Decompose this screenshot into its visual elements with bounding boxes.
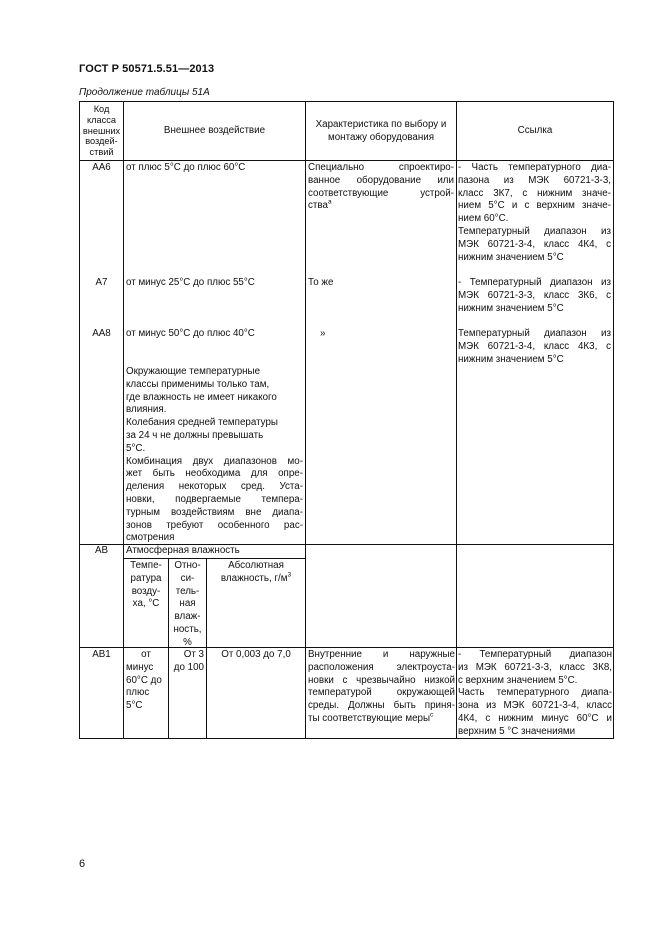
header-reference: Ссылка: [517, 125, 553, 136]
grid-line: [456, 102, 457, 738]
row-a7-reference: - Температурный диапазон из МЭК 60721-3-3, класс 3К6, с нижним значением 5°С: [458, 277, 611, 314]
grid-line: [80, 647, 613, 648]
row-aa6-influence: от плюс 5°С до плюс 60°С: [126, 162, 246, 173]
row-aa6-characteristics: Специально спроектиро- ванное оборудование или соответствующие устрой- ства$^а$: [308, 162, 454, 212]
table-51a: [79, 101, 614, 739]
row-ab1-temperature: от минус 60°С до плюс 5°С: [126, 649, 162, 712]
row-aa6-reference: - Часть температурного диа- пазона из МЭК 60721-3-3, класс 3К7, с нижним значе- нием 5°С и с верхним значе- нием 60°С. Температурный диапазон из МЭК 60721-3-4, класс 4К4, с нижним значением 5°С: [458, 162, 611, 263]
row-aa8-note: Окружающие температурные классы применимы только там, где влажность не имеет никакого влияния. Колебания средней температуры за 24 ч не должны превышать 5°С. Комбинация двух диапазонов мо- жет быть необходима для опре- деления некоторых сред. Уста- новки, подвергаемые темпера- турным воздействиям вне диапа- зонов требуют особенного рас- смотрения: [126, 366, 303, 544]
subheader-absolute-humidity: Абсолютная влажность, $г/м^3$: [220, 560, 292, 584]
row-a7-code: А7: [95, 277, 108, 288]
grid-line: [305, 102, 306, 738]
row-aa8-reference: Температурный диапазон из МЭК 60721-3-4, класс 4К3, с нижним значением 5°С: [458, 328, 611, 365]
header-influence: Внешнее воздействие: [163, 125, 266, 136]
row-a7-characteristics: То же: [308, 277, 334, 288]
subheader-temperature: Темпе- ратура возду- ха, °С: [130, 560, 162, 610]
subheader-relative-humidity: Отно- си- тель- ная влаж- ность, %: [173, 560, 202, 648]
row-a7-influence: от минус 25°С до плюс 55°С: [126, 277, 255, 288]
header-code: Код класса внешних воздей- ствий: [82, 104, 121, 158]
row-aa8-characteristics: »: [320, 328, 326, 339]
row-ab1-relative-humidity: От 3 до 100: [173, 649, 204, 673]
grid-line: [80, 160, 613, 161]
row-ab1-absolute-humidity: От 0,003 до 7,0: [221, 649, 291, 660]
row-ab1-reference: - Температурный диапазон из МЭК 60721-3-3, класс 3К8, с верхним значением 5°С. Часть температурного диапа- зона из МЭК 60721-3-4, класс 4К4, с нижним минус 60°С и верхним 5 °С значениями: [458, 649, 612, 737]
row-aa6-code: AA6: [92, 162, 111, 173]
header-characteristics: Характеристика по выбору и монтажу оборудования: [315, 119, 447, 143]
section-ab-code: АВ: [94, 545, 109, 556]
row-aa8-influence: от минус 50°С до плюс 40°С: [126, 328, 255, 339]
table-caption: Продолжение таблицы 51А: [79, 87, 210, 98]
row-aa8-code: АА8: [92, 328, 111, 339]
grid-line: [123, 102, 124, 738]
grid-line: [123, 558, 305, 559]
row-ab1-characteristics: Внутренние и наружные расположения электроуста- новки с чрезвычайно низкой температурой окружающей среды. Должны быть приня- ты соответствующие меры$^с$: [308, 649, 455, 724]
document-header: ГОСТ Р 50571.5.51—2013: [79, 63, 215, 75]
row-ab1-code: АВ1: [92, 649, 111, 660]
page-number: 6: [79, 858, 86, 870]
section-ab-title: Атмосферная влажность: [126, 545, 240, 556]
